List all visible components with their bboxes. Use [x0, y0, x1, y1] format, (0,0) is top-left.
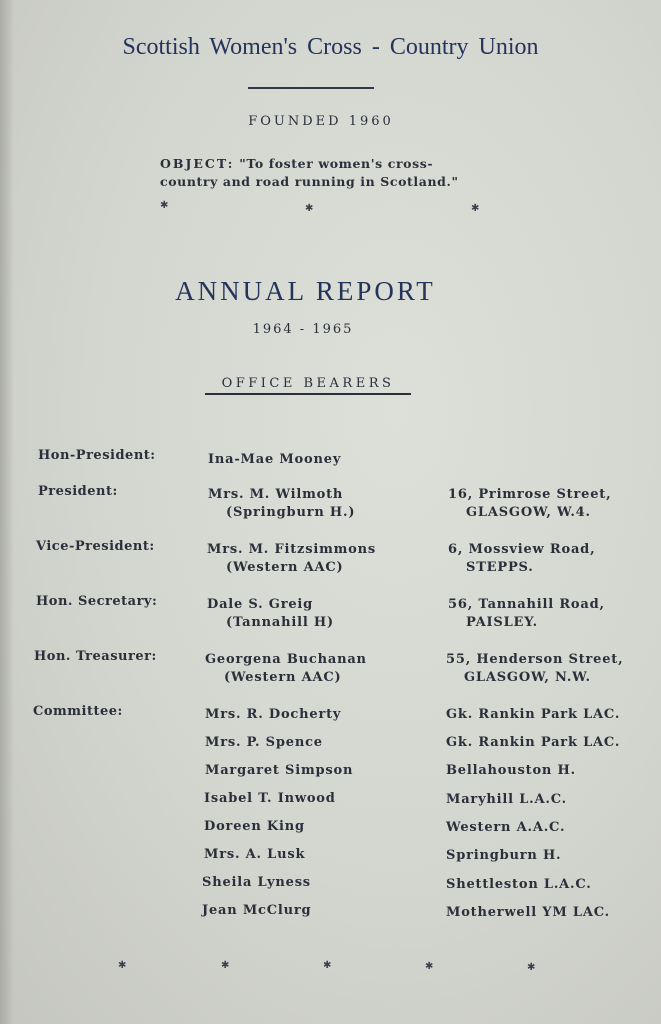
committee-member-name: Margaret Simpson — [205, 763, 354, 778]
bearer-address-line2: STEPPS. — [466, 560, 534, 575]
bearer-address-line1: 6, Mossview Road, — [448, 542, 596, 557]
committee-member-name: Mrs. A. Lusk — [204, 847, 306, 862]
annual-report-title: ANNUAL REPORT — [175, 276, 436, 306]
bearer-address-line1: 55, Henderson Street, — [446, 652, 624, 667]
bearer-address-line1: 16, Primrose Street, — [448, 487, 612, 502]
bearer-name: Mrs. M. Wilmoth — [208, 487, 344, 502]
committee-member-name: Isabel T. Inwood — [204, 791, 336, 806]
bearer-club: (Western AAC) — [224, 670, 342, 685]
bearer-name: Mrs. M. Fitzsimmons — [207, 542, 377, 557]
bearer-club: (Tannahill H) — [226, 615, 334, 630]
report-years: 1964 - 1965 — [252, 322, 354, 337]
committee-member-club: Maryhill L.A.C. — [446, 792, 567, 807]
bearer-address-line2: GLASGOW, W.4. — [466, 505, 591, 520]
page-shadow — [0, 0, 14, 1024]
role-label: Hon. Treasurer: — [34, 649, 157, 664]
bearer-address-line1: 56, Tannahill Road, — [448, 597, 605, 612]
committee-member-name: Jean McClurg — [202, 903, 312, 918]
committee-member-name: Sheila Lyness — [202, 875, 311, 890]
committee-member-club: Shettleston L.A.C. — [446, 877, 592, 892]
bearer-address-line2: PAISLEY. — [466, 615, 538, 630]
object-text-line1: "To foster women's cross- — [239, 156, 434, 171]
star-ornament: ✱ — [221, 960, 230, 971]
star-ornament: ✱ — [471, 203, 480, 214]
committee-member-name: Mrs. R. Docherty — [205, 707, 342, 722]
bearer-name: Georgena Buchanan — [205, 652, 367, 667]
bearer-name: Dale S. Greig — [207, 597, 314, 612]
role-label: Vice-President: — [36, 539, 155, 554]
title-rule — [248, 87, 374, 89]
object-label: OBJECT: — [160, 156, 235, 171]
role-label: Hon-President: — [38, 448, 156, 463]
object-text-line2: country and road running in Scotland." — [160, 174, 459, 189]
committee-member-club: Gk. Rankin Park LAC. — [446, 707, 621, 722]
role-label: Hon. Secretary: — [36, 594, 158, 609]
committee-member-name: Doreen King — [204, 819, 305, 834]
founded-line: FOUNDED 1960 — [248, 114, 394, 129]
star-ornament: ✱ — [160, 200, 169, 211]
bearer-club: (Western AAC) — [226, 560, 344, 575]
bearer-name: Ina-Mae Mooney — [208, 452, 342, 467]
committee-label: Committee: — [33, 704, 123, 719]
committee-member-club: Bellahouston H. — [446, 763, 576, 778]
role-label: President: — [38, 484, 118, 499]
committee-member-club: Western A.A.C. — [446, 820, 566, 835]
star-ornament: ✱ — [527, 962, 536, 973]
star-ornament: ✱ — [118, 960, 127, 971]
object-statement — [160, 155, 520, 191]
union-title: Scottish Women's Cross - Country Union — [122, 34, 539, 60]
bearer-club: (Springburn H.) — [226, 505, 356, 520]
star-ornament: ✱ — [305, 203, 314, 214]
committee-member-club: Springburn H. — [446, 848, 562, 863]
committee-member-club: Gk. Rankin Park LAC. — [446, 735, 621, 750]
office-bearers-heading: OFFICE BEARERS — [205, 376, 411, 395]
committee-member-name: Mrs. P. Spence — [205, 735, 323, 750]
star-ornament: ✱ — [425, 961, 434, 972]
bearer-address-line2: GLASGOW, N.W. — [464, 670, 591, 685]
star-ornament: ✱ — [323, 960, 332, 971]
committee-member-club: Motherwell YM LAC. — [446, 905, 610, 920]
